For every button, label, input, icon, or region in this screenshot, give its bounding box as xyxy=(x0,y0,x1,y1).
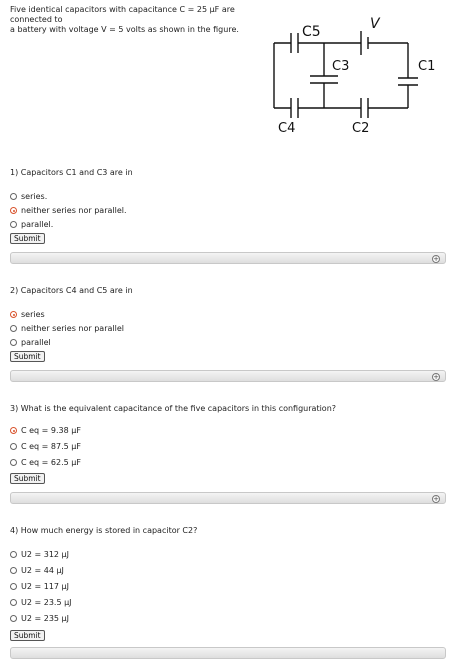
q4-hint-bar[interactable] xyxy=(10,647,446,659)
expand-icon[interactable]: + xyxy=(433,372,439,381)
q4-option-label: U2 = 312 µJ xyxy=(21,550,69,559)
label-c2: C2 xyxy=(352,121,370,136)
q2-radio-series[interactable] xyxy=(10,311,17,318)
question-1 xyxy=(10,167,133,178)
q3-option-c[interactable] xyxy=(10,457,81,468)
question-3 xyxy=(10,403,336,414)
q1-hint-bar[interactable] xyxy=(10,252,446,264)
q3-option-label: C eq = 87.5 µF xyxy=(21,442,81,451)
q2-radio-parallel[interactable] xyxy=(10,339,17,346)
q4-option-e[interactable] xyxy=(10,613,69,624)
q2-option-label: parallel xyxy=(21,338,51,347)
q3-radio-b[interactable] xyxy=(10,443,17,450)
q4-radio-a[interactable] xyxy=(10,551,17,558)
problem-statement xyxy=(10,5,278,35)
q3-option-a[interactable] xyxy=(10,425,81,436)
q3-radio-a[interactable] xyxy=(10,427,17,434)
label-c3: C3 xyxy=(332,59,350,74)
q4-radio-c[interactable] xyxy=(10,583,17,590)
q3-option-label: C eq = 9.38 µF xyxy=(21,426,81,435)
problem-line-1: Five identical capacitors with capacitance C = 25 µF are connected to xyxy=(10,5,235,24)
question-4 xyxy=(10,525,197,536)
circuit-diagram xyxy=(262,10,436,140)
q4-radio-e[interactable] xyxy=(10,615,17,622)
q4-option-label: U2 = 117 µJ xyxy=(21,582,69,591)
q4-option-label: U2 = 235 µJ xyxy=(21,614,69,623)
q4-submit-button[interactable]: Submit xyxy=(10,630,45,641)
q3-option-label: C eq = 62.5 µF xyxy=(21,458,81,467)
q4-option-d[interactable] xyxy=(10,597,72,608)
q1-radio-neither[interactable] xyxy=(10,207,17,214)
q1-option-label: series. xyxy=(21,192,48,201)
q1-option-parallel[interactable] xyxy=(10,219,53,230)
q4-option-b[interactable] xyxy=(10,565,64,576)
q2-option-parallel[interactable] xyxy=(10,337,51,348)
q2-option-neither[interactable] xyxy=(10,323,124,334)
question-1-prompt: 1) Capacitors C1 and C3 are in xyxy=(10,168,133,177)
q1-radio-series[interactable] xyxy=(10,193,17,200)
problem-line-2: a battery with voltage V = 5 volts as shown in the figure. xyxy=(10,25,239,34)
q2-radio-neither[interactable] xyxy=(10,325,17,332)
q3-hint-bar[interactable] xyxy=(10,492,446,504)
q3-option-b[interactable] xyxy=(10,441,81,452)
q4-radio-b[interactable] xyxy=(10,567,17,574)
q3-radio-c[interactable] xyxy=(10,459,17,466)
label-c5: C5 xyxy=(302,24,321,40)
q2-submit-button[interactable]: Submit xyxy=(10,351,45,362)
q1-submit-button[interactable]: Submit xyxy=(10,233,45,244)
q2-hint-bar[interactable] xyxy=(10,370,446,382)
q4-option-label: U2 = 23.5 µJ xyxy=(21,598,72,607)
q1-option-series[interactable] xyxy=(10,191,47,202)
q1-option-neither[interactable] xyxy=(10,205,127,216)
question-3-prompt: 3) What is the equivalent capacitance of the five capacitors in this configuration? xyxy=(10,404,337,413)
q1-radio-parallel[interactable] xyxy=(10,221,17,228)
q4-option-label: U2 = 44 µJ xyxy=(21,566,64,575)
label-c4: C4 xyxy=(278,121,296,136)
q1-option-label: neither series nor parallel. xyxy=(21,206,127,215)
q2-option-series[interactable] xyxy=(10,309,45,320)
label-c1: C1 xyxy=(418,59,436,74)
q2-option-label: neither series nor parallel xyxy=(21,324,124,333)
q1-option-label: parallel. xyxy=(21,220,54,229)
expand-icon[interactable]: + xyxy=(433,254,439,263)
label-v: V xyxy=(370,16,380,32)
expand-icon[interactable]: + xyxy=(433,494,439,503)
question-2 xyxy=(10,285,133,296)
q4-option-c[interactable] xyxy=(10,581,69,592)
q4-option-a[interactable] xyxy=(10,549,69,560)
question-2-prompt: 2) Capacitors C4 and C5 are in xyxy=(10,286,133,295)
q4-radio-d[interactable] xyxy=(10,599,17,606)
question-4-prompt: 4) How much energy is stored in capacitor C2? xyxy=(10,526,198,535)
q2-option-label: series xyxy=(21,310,45,319)
q3-submit-button[interactable]: Submit xyxy=(10,473,45,484)
